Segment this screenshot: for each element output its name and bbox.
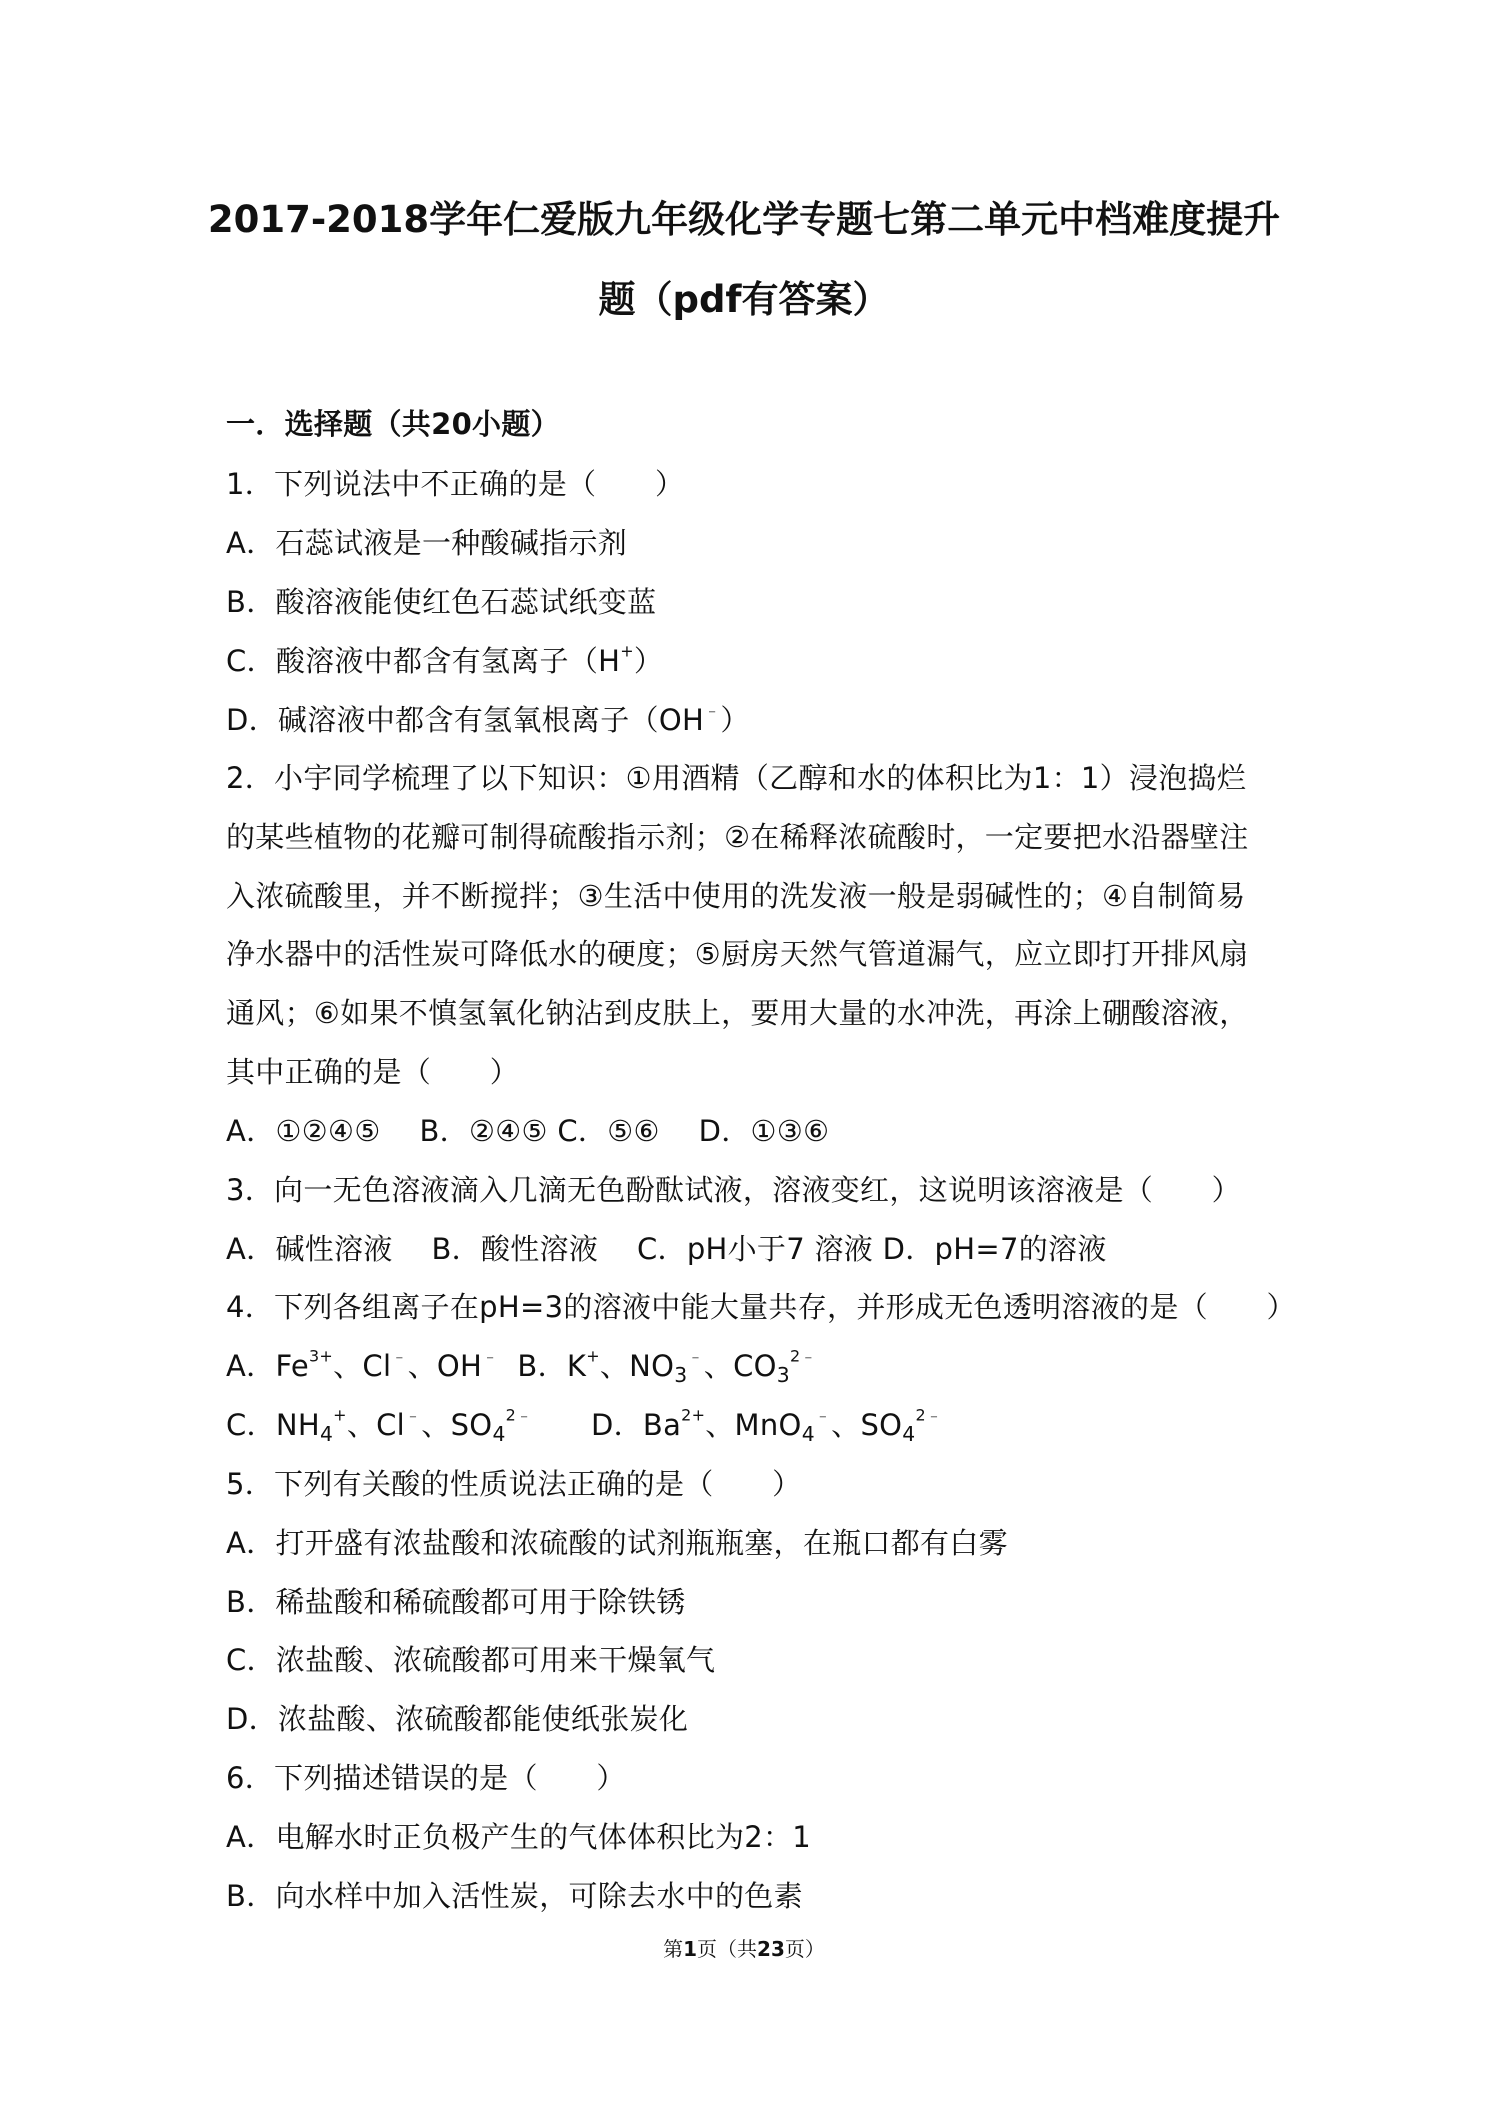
q4-d-mn: 、MnO — [705, 1408, 802, 1442]
q4-b-no-subscript: 3 — [674, 1363, 688, 1388]
q4-d-mn-charge: ﹣ — [814, 1405, 832, 1425]
q4-option-d-label: D．Ba — [532, 1408, 682, 1442]
q4-options-cd — [226, 1405, 943, 1447]
document-title-line-1: 2017-2018学年仁爱版九年级化学专题七第二单元中档难度提升 — [207, 198, 1281, 241]
q1-option-c — [226, 641, 664, 678]
q6-stem: 6．下列描述错误的是（ ） — [226, 1761, 626, 1795]
q4-c-nh-charge: + — [333, 1405, 347, 1425]
page-footer — [0, 1933, 1488, 1962]
q2-options: A．①②④⑤ B．②④⑤ C．⑤⑥ D．①③⑥ — [226, 1114, 830, 1148]
q4-a-cl: 、Cl — [333, 1349, 392, 1383]
q1-option-c-superscript: + — [620, 641, 634, 661]
q6-option-b: B．向水样中加入活性炭，可除去水中的色素 — [226, 1879, 803, 1913]
document-title-line-2: 题（pdf有答案） — [598, 278, 890, 321]
q1-option-d-close: ） — [720, 703, 750, 737]
q4-b-co-subscript: 3 — [776, 1363, 790, 1388]
section-heading: 一．选择题（共20小题） — [226, 407, 560, 441]
q3-stem: 3．向一无色溶液滴入几滴无色酚酞试液，溶液变红，这说明该溶液是（ ） — [226, 1173, 1241, 1207]
q4-a-oh-charge: ﹣ — [482, 1346, 499, 1366]
q2-stem-line-2: 的某些植物的花瓣可制得硫酸指示剂；②在稀释浓硫酸时，一定要把水沿器壁注 — [226, 820, 1249, 854]
q1-stem: 1．下列说法中不正确的是（ ） — [226, 467, 685, 501]
q4-c-so: 、SO — [421, 1408, 493, 1442]
q4-a-cl-charge: ﹣ — [391, 1346, 408, 1366]
q4-option-c-label: C．NH — [226, 1408, 320, 1442]
q4-b-co: 、CO — [703, 1349, 777, 1383]
q2-stem-line-3: 入浓硫酸里，并不断搅拌；③生活中使用的洗发液一般是弱碱性的；④自制简易 — [226, 879, 1246, 913]
q4-b-no-charge: ﹣ — [687, 1346, 704, 1366]
q4-k-charge: + — [586, 1346, 600, 1366]
q2-stem-line-5: 通风；⑥如果不慎氢氧化钠沾到皮肤上，要用大量的水冲洗，再涂上硼酸溶液， — [226, 996, 1249, 1030]
q5-option-d: D．浓盐酸、浓硫酸都能使纸张炭化 — [226, 1702, 689, 1736]
q1-option-a: A．石蕊试液是一种酸碱指示剂 — [226, 526, 628, 560]
q4-c-cl: 、Cl — [346, 1408, 406, 1442]
q1-option-c-text: C．酸溶液中都含有氢离子（H — [226, 644, 621, 678]
q4-c-so-subscript: 4 — [492, 1422, 506, 1447]
q1-option-c-close: ） — [633, 644, 664, 678]
q2-stem-line-4: 净水器中的活性炭可降低水的硬度；⑤厨房天然气管道漏气，应立即打开排风扇 — [226, 937, 1249, 971]
footer-page-number: 1 — [683, 1937, 698, 1961]
q4-a-oh: 、OH — [407, 1349, 483, 1383]
footer-middle: 页（共 — [697, 1937, 758, 1961]
q1-option-d-text: D．碱溶液中都含有氢氧根离子（OH — [226, 703, 705, 737]
footer-prefix: 第 — [663, 1937, 684, 1961]
q4-ba-charge: 2+ — [681, 1405, 706, 1425]
q1-option-b: B．酸溶液能使红色石蕊试纸变蓝 — [226, 585, 657, 619]
q3-options: A．碱性溶液 B．酸性溶液 C．pH小于7 溶液 D．pH=7的溶液 — [226, 1232, 1107, 1266]
q5-stem: 5．下列有关酸的性质说法正确的是（ ） — [226, 1467, 802, 1501]
q4-c-nh-subscript: 4 — [319, 1422, 334, 1447]
q4-d-mn-subscript: 4 — [801, 1422, 815, 1447]
q4-b-no: 、NO — [599, 1349, 675, 1383]
q4-fe-charge: 3+ — [308, 1346, 334, 1366]
q5-option-c: C．浓盐酸、浓硫酸都可用来干燥氧气 — [226, 1643, 716, 1677]
q2-stem-line-1: 2．小宇同学梳理了以下知识：①用酒精（乙醇和水的体积比为1：1）浸泡捣烂 — [226, 761, 1247, 795]
q1-option-d-superscript: ﹣ — [704, 700, 721, 720]
q5-option-a: A．打开盛有浓盐酸和浓硫酸的试剂瓶瓶塞，在瓶口都有白雾 — [226, 1526, 1008, 1560]
q4-d-so-charge: 2﹣ — [915, 1405, 943, 1425]
q4-options-ab — [226, 1346, 817, 1388]
q6-option-a: A．电解水时正负极产生的气体体积比为2：1 — [226, 1820, 812, 1854]
q4-c-so-charge: 2﹣ — [505, 1405, 533, 1425]
q4-c-cl-charge: ﹣ — [405, 1405, 422, 1425]
q4-stem: 4．下列各组离子在pH=3的溶液中能大量共存，并形成无色透明溶液的是（ ） — [226, 1290, 1296, 1324]
q5-option-b: B．稀盐酸和稀硫酸都可用于除铁锈 — [226, 1585, 686, 1619]
q4-b-co-charge: 2﹣ — [789, 1346, 817, 1366]
q1-option-d — [226, 700, 750, 737]
q4-option-a-label: A．Fe — [226, 1349, 309, 1383]
footer-total-pages: 23 — [757, 1937, 785, 1961]
q4-option-b-label: B．K — [498, 1349, 587, 1383]
q4-d-so: 、SO — [831, 1408, 903, 1442]
footer-suffix: 页） — [784, 1937, 825, 1961]
q2-stem-line-6: 其中正确的是（ ） — [226, 1055, 520, 1089]
q4-d-so-subscript: 4 — [902, 1422, 916, 1447]
